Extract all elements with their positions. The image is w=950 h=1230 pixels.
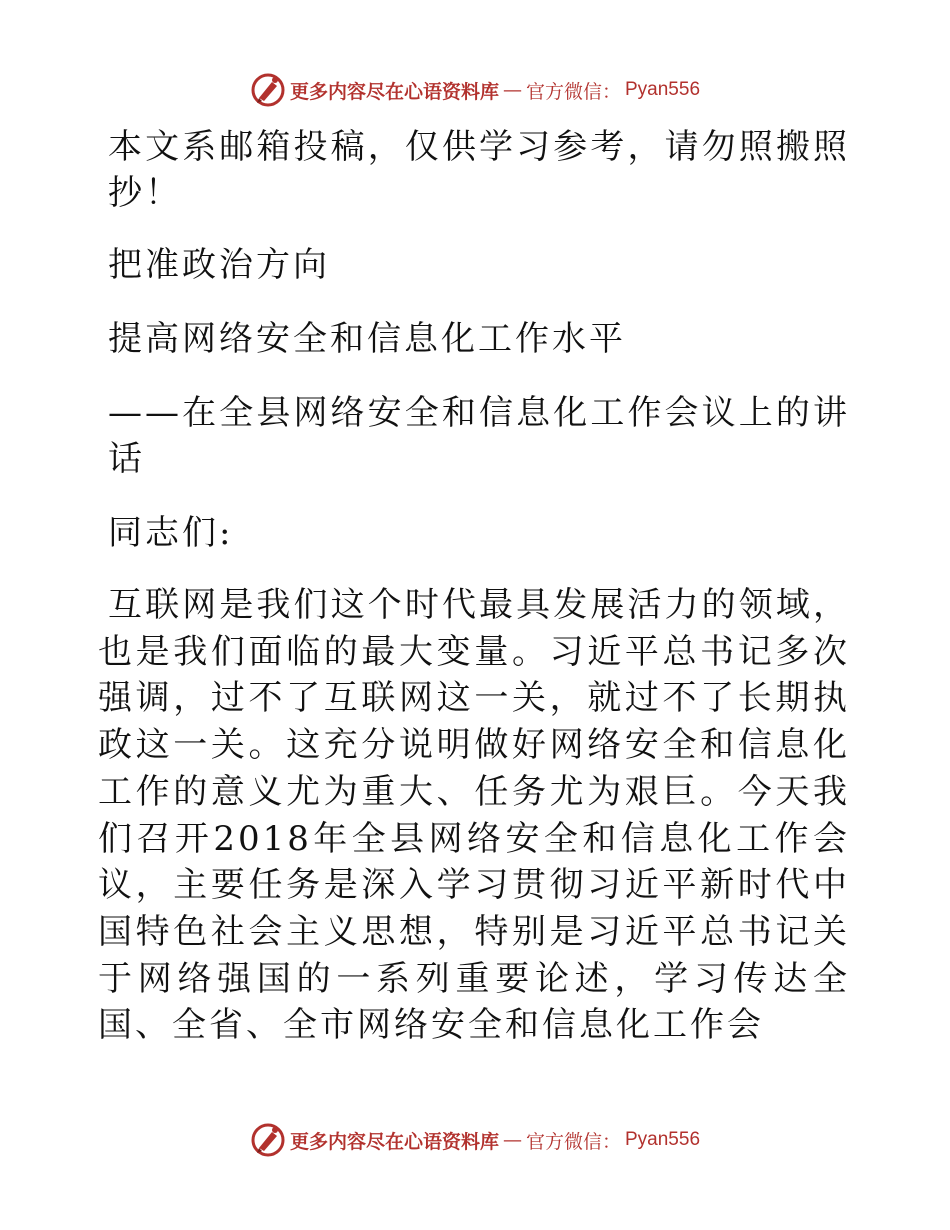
- document-body: [98, 124, 850, 1049]
- body-paragraph-text: 互联网是我们这个时代最具发展活力的领域，也是我们面临的最大变量。习近平总书记多次强调，过不了互联网这一关，就过不了长期执政这一关。这充分说明做好网络安全和信息化工作的意义尤为重大、任务尤为艰巨。今天我们召开2018年全县网络安全和信息化工作会议，主要任务是深入学习贯彻习近平新时代中国特色社会主义思想，特别是习近平总书记关于网络强国的一系列重要论述，学习传达全国、全省、全市网络安全和信息化工作会: [98, 585, 850, 1046]
- banner-wechat-label: 官方微信：: [525, 80, 621, 103]
- title-line-2: 提高网络安全和信息化工作水平: [108, 319, 626, 359]
- banner-wechat-label: 官方微信：: [525, 1130, 621, 1153]
- body-paragraph: [98, 582, 850, 1049]
- banner-wechat-id: Pyan556: [625, 1129, 701, 1150]
- title-line-1: 把准政治方向: [108, 245, 330, 285]
- notice-text: 本文系邮箱投稿，仅供学习参考，请勿照搬照抄！: [108, 127, 850, 213]
- pen-logo-icon: [250, 72, 286, 108]
- header-banner: [0, 70, 950, 110]
- banner-dash: —: [502, 1129, 522, 1151]
- pen-logo-icon: [250, 1122, 286, 1158]
- banner-wechat-id: Pyan556: [625, 79, 701, 100]
- subtitle: ——在全县网络安全和信息化工作会议上的讲话: [108, 393, 850, 479]
- footer-banner: [0, 1120, 950, 1160]
- banner-dash: —: [502, 79, 522, 101]
- salutation: 同志们:: [108, 513, 234, 553]
- banner-site-text: 更多内容尽在心语资料库: [289, 1130, 499, 1153]
- banner-site-text: 更多内容尽在心语资料库: [289, 80, 499, 103]
